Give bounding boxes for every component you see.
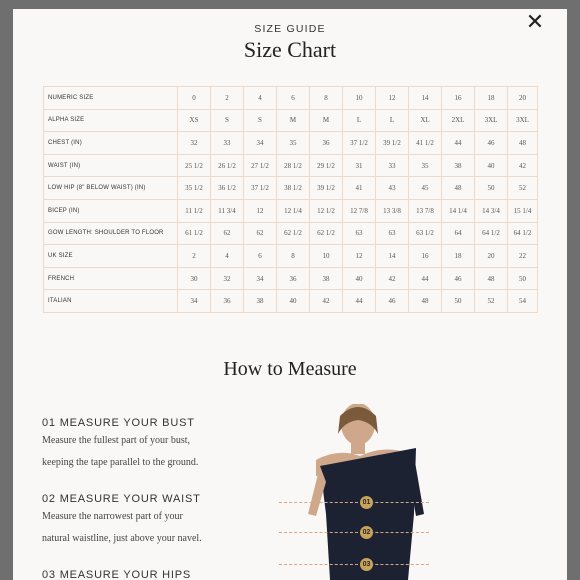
hip-guide-line	[279, 564, 429, 565]
size-cell: 50	[442, 290, 475, 313]
row-header: CHEST (IN)	[44, 132, 178, 155]
step-2-line-1: Measure the narrowest part of your	[42, 511, 183, 522]
size-cell: 50	[508, 267, 538, 290]
size-table-row	[44, 290, 538, 313]
size-cell: 20	[508, 87, 538, 110]
size-cell: 10	[310, 245, 343, 268]
size-cell: 62 1/2	[277, 222, 310, 245]
size-cell: 46	[442, 267, 475, 290]
size-cell: 29 1/2	[310, 154, 343, 177]
size-cell: 36	[277, 267, 310, 290]
size-table-row	[44, 154, 538, 177]
size-cell: 27 1/2	[244, 154, 277, 177]
size-cell: 13 3/8	[376, 199, 409, 222]
size-cell: 40	[343, 267, 376, 290]
size-cell: 12 1/2	[310, 199, 343, 222]
size-cell: 42	[376, 267, 409, 290]
size-cell: 3XL	[475, 109, 508, 132]
size-cell: 48	[409, 290, 442, 313]
size-cell: 12 1/4	[277, 199, 310, 222]
size-cell: 33	[211, 132, 244, 155]
size-cell: 8	[277, 245, 310, 268]
size-cell: S	[244, 109, 277, 132]
size-cell: 16	[409, 245, 442, 268]
waist-guide-line	[279, 532, 429, 533]
size-cell: 12	[343, 245, 376, 268]
model-dress-illustration	[268, 404, 438, 580]
size-cell: 14	[376, 245, 409, 268]
size-cell: 37 1/2	[244, 177, 277, 200]
size-cell: 40	[475, 154, 508, 177]
size-cell: 14 1/4	[442, 199, 475, 222]
size-table-row	[44, 267, 538, 290]
size-cell: 25 1/2	[178, 154, 211, 177]
size-cell: 46	[376, 290, 409, 313]
measurement-figure	[268, 404, 438, 580]
size-cell: 32	[211, 267, 244, 290]
bust-marker: 01	[360, 496, 373, 509]
size-cell: 14	[409, 87, 442, 110]
size-cell: L	[343, 109, 376, 132]
size-cell: 10	[343, 87, 376, 110]
row-header: ITALIAN	[44, 290, 178, 313]
size-cell: 18	[475, 87, 508, 110]
model-neck	[351, 440, 365, 454]
size-cell: 32	[178, 132, 211, 155]
size-cell: 20	[475, 245, 508, 268]
size-cell: 36	[211, 290, 244, 313]
row-header: UK SIZE	[44, 245, 178, 268]
how-to-measure-title: How to Measure	[223, 358, 357, 380]
size-cell: 6	[244, 245, 277, 268]
step-1-line-2: keeping the tape parallel to the ground.	[42, 457, 199, 468]
size-cell: 26 1/2	[211, 154, 244, 177]
size-cell: 30	[178, 267, 211, 290]
size-cell: 2	[178, 245, 211, 268]
size-cell: 8	[310, 87, 343, 110]
step-2-title: 02 MEASURE YOUR WAIST	[42, 493, 201, 505]
hip-marker: 03	[360, 558, 373, 571]
size-cell: 38	[244, 290, 277, 313]
row-header: BICEP (IN)	[44, 199, 178, 222]
size-cell: 52	[508, 177, 538, 200]
size-cell: 62	[211, 222, 244, 245]
size-cell: XS	[178, 109, 211, 132]
size-cell: 22	[508, 245, 538, 268]
size-cell: 61 1/2	[178, 222, 211, 245]
row-header: LOW HIP (8" BELOW WAIST) (IN)	[44, 177, 178, 200]
row-header: NUMERIC SIZE	[44, 87, 178, 110]
size-cell: 64 1/2	[508, 222, 538, 245]
size-chart-table	[43, 86, 538, 313]
size-cell: 46	[475, 132, 508, 155]
close-icon[interactable]: ✕	[525, 10, 545, 35]
size-cell: 48	[508, 132, 538, 155]
size-cell: 34	[244, 132, 277, 155]
size-cell: 13 7/8	[409, 199, 442, 222]
size-cell: 6	[277, 87, 310, 110]
size-cell: 45	[409, 177, 442, 200]
size-cell: 12	[244, 199, 277, 222]
size-cell: 4	[244, 87, 277, 110]
size-cell: 39 1/2	[376, 132, 409, 155]
size-cell: 14 3/4	[475, 199, 508, 222]
size-cell: 18	[442, 245, 475, 268]
step-1-line-1: Measure the fullest part of your bust,	[42, 435, 191, 446]
size-table-row	[44, 245, 538, 268]
size-cell: 54	[508, 290, 538, 313]
size-cell: 63	[376, 222, 409, 245]
size-cell: 36	[310, 132, 343, 155]
size-cell: 64 1/2	[475, 222, 508, 245]
size-cell: 11 1/2	[178, 199, 211, 222]
size-cell: 39 1/2	[310, 177, 343, 200]
modal-eyebrow: SIZE GUIDE	[254, 23, 326, 35]
size-table-row	[44, 222, 538, 245]
bust-guide-line	[279, 502, 429, 503]
size-cell: 2	[211, 87, 244, 110]
size-cell: 41 1/2	[409, 132, 442, 155]
size-cell: 48	[442, 177, 475, 200]
size-cell: 44	[343, 290, 376, 313]
size-cell: 12 7/8	[343, 199, 376, 222]
size-cell: 35 1/2	[178, 177, 211, 200]
size-cell: 63	[343, 222, 376, 245]
row-header: WAIST (IN)	[44, 154, 178, 177]
size-cell: 38	[310, 267, 343, 290]
size-cell: 11 3/4	[211, 199, 244, 222]
size-cell: 38 1/2	[277, 177, 310, 200]
size-cell: 41	[343, 177, 376, 200]
size-table-row	[44, 177, 538, 200]
size-cell: 62	[244, 222, 277, 245]
size-cell: 28 1/2	[277, 154, 310, 177]
size-cell: 44	[442, 132, 475, 155]
size-cell: 31	[343, 154, 376, 177]
size-cell: 44	[409, 267, 442, 290]
size-cell: 42	[508, 154, 538, 177]
size-cell: 16	[442, 87, 475, 110]
modal-title: Size Chart	[243, 37, 337, 62]
row-header: FRENCH	[44, 267, 178, 290]
size-cell: 50	[475, 177, 508, 200]
size-cell: 40	[277, 290, 310, 313]
size-cell: 4	[211, 245, 244, 268]
size-cell: 43	[376, 177, 409, 200]
row-header: GOW LENGTH: SHOULDER TO FLOOR	[44, 222, 178, 245]
size-cell: 52	[475, 290, 508, 313]
size-cell: M	[310, 109, 343, 132]
size-cell: 38	[442, 154, 475, 177]
size-table-row	[44, 109, 538, 132]
size-cell: 15 1/4	[508, 199, 538, 222]
size-guide-modal	[13, 9, 567, 580]
size-cell: 33	[376, 154, 409, 177]
step-1-title: 01 MEASURE YOUR BUST	[42, 417, 195, 429]
size-cell: 34	[244, 267, 277, 290]
size-cell: 42	[310, 290, 343, 313]
step-3-title: 03 MEASURE YOUR HIPS	[42, 569, 192, 580]
size-cell: 2XL	[442, 109, 475, 132]
size-cell: 35	[409, 154, 442, 177]
size-cell: 63 1/2	[409, 222, 442, 245]
waist-marker: 02	[360, 526, 373, 539]
row-header: ALPHA SIZE	[44, 109, 178, 132]
size-cell: 3XL	[508, 109, 538, 132]
size-cell: 37 1/2	[343, 132, 376, 155]
step-2-line-2: natural waistline, just above your navel.	[42, 533, 202, 544]
size-table-row	[44, 87, 538, 110]
size-cell: 36 1/2	[211, 177, 244, 200]
size-cell: L	[376, 109, 409, 132]
size-cell: S	[211, 109, 244, 132]
size-cell: 0	[178, 87, 211, 110]
size-cell: M	[277, 109, 310, 132]
size-cell: 48	[475, 267, 508, 290]
size-table-row	[44, 199, 538, 222]
size-cell: 64	[442, 222, 475, 245]
size-cell: 34	[178, 290, 211, 313]
size-cell: 62 1/2	[310, 222, 343, 245]
size-cell: 35	[277, 132, 310, 155]
size-table-row	[44, 132, 538, 155]
size-cell: XL	[409, 109, 442, 132]
size-cell: 12	[376, 87, 409, 110]
